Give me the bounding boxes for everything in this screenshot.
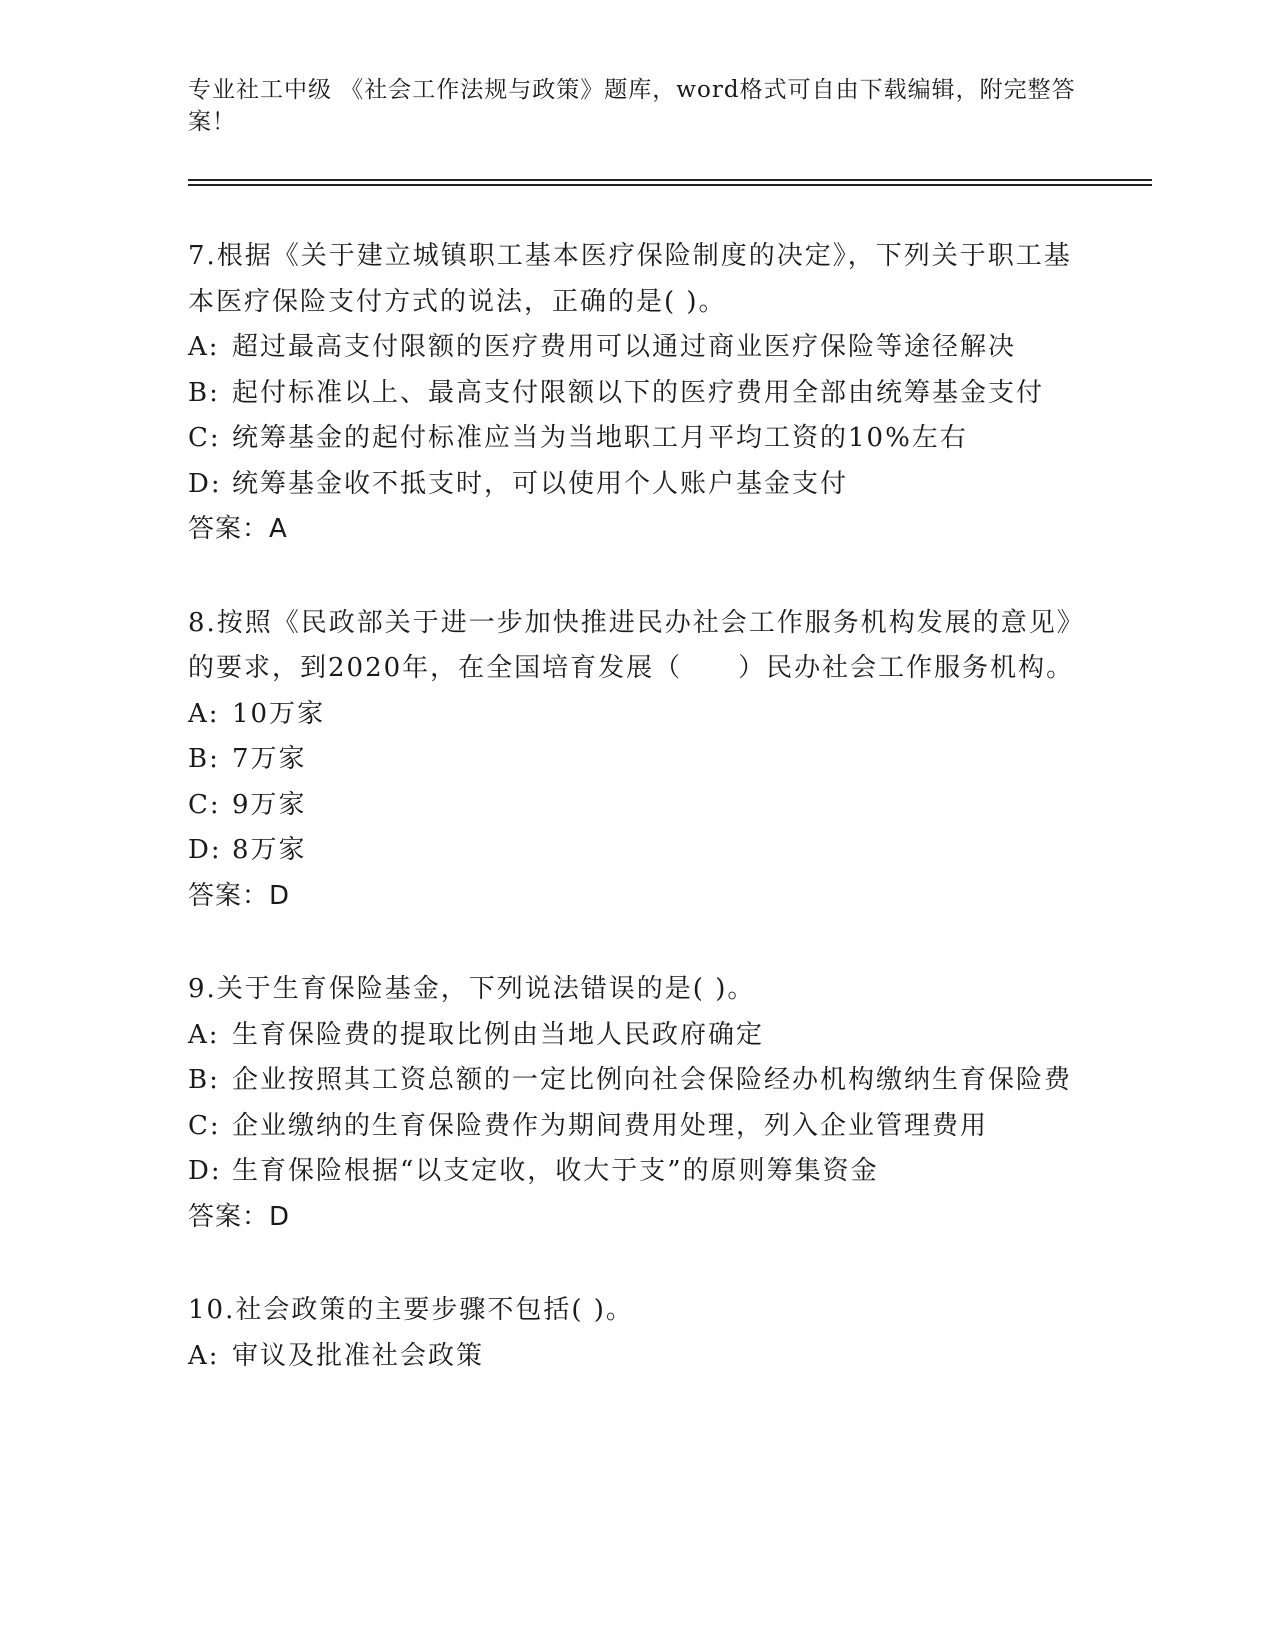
option-a — [188, 325, 1088, 371]
option-a — [188, 1013, 1088, 1059]
option-b — [188, 737, 1088, 783]
header-rule-top — [188, 179, 1152, 181]
option-text: 生育保险根据“以支定收，收大于支”的原则筹集资金 — [232, 1156, 879, 1186]
answer-line: 答案：A — [188, 514, 288, 544]
answer-line: 答案：D — [188, 880, 291, 911]
option-text: 9万家 — [232, 789, 307, 820]
option-letter: C: — [188, 789, 221, 820]
option-letter: D: — [188, 835, 222, 865]
option-text: 10万家 — [232, 698, 326, 729]
question-9 — [188, 967, 1088, 1240]
option-letter: A: — [188, 332, 220, 362]
option-letter: A: — [188, 698, 220, 729]
option-letter: D: — [188, 468, 222, 499]
option-c — [188, 783, 1088, 829]
option-letter: A: — [188, 1340, 220, 1371]
question-list — [188, 234, 1088, 1427]
question-8 — [188, 601, 1088, 920]
option-letter: C: — [188, 1110, 221, 1141]
question-stem: 8.按照《民政部关于进一步加快推进民办社会工作服务机构发展的意见》的要求，到2020年，在全国培育发展（ ）民办社会工作服务机构。 — [188, 607, 1085, 683]
option-text: 企业按照其工资总额的一定比例向社会保险经办机构缴纳生育保险费 — [232, 1065, 1073, 1095]
option-text: 统筹基金的起付标准应当为当地职工月平均工资的10%左右 — [232, 423, 968, 453]
option-d — [188, 828, 1088, 874]
option-a — [188, 692, 1088, 738]
option-c — [188, 416, 1088, 462]
option-text: 起付标准以上、最高支付限额以下的医疗费用全部由统筹基金支付 — [232, 377, 1045, 408]
option-a — [188, 1334, 1088, 1380]
question-stem: 7.根据《关于建立城镇职工基本医疗保险制度的决定》，下列关于职工基本医疗保险支付方式的说法，正确的是( )。 — [188, 241, 1072, 317]
option-text: 7万家 — [232, 744, 307, 774]
option-b — [188, 1058, 1088, 1104]
document-header: 专业社工中级 《社会工作法规与政策》题库，word格式可自由下载编辑，附完整答案！ — [188, 77, 1076, 135]
option-text: 企业缴纳的生育保险费作为期间费用处理，列入企业管理费用 — [232, 1110, 989, 1141]
option-text: 统筹基金收不抵支时，可以使用个人账户基金支付 — [232, 468, 849, 499]
option-letter: D: — [188, 1156, 222, 1186]
option-text: 8万家 — [232, 835, 307, 865]
answer-line: 答案：D — [188, 1201, 291, 1232]
option-c — [188, 1104, 1088, 1150]
option-letter: B: — [188, 377, 220, 408]
option-letter: B: — [188, 1065, 220, 1095]
question-stem: 9.关于生育保险基金，下列说法错误的是( )。 — [188, 974, 756, 1004]
option-letter: C: — [188, 423, 221, 453]
question-10 — [188, 1288, 1088, 1379]
option-d — [188, 462, 1088, 508]
option-text: 超过最高支付限额的医疗费用可以通过商业医疗保险等途径解决 — [232, 332, 1017, 362]
option-d — [188, 1149, 1088, 1195]
option-text: 生育保险费的提取比例由当地人民政府确定 — [232, 1019, 765, 1050]
question-7 — [188, 234, 1088, 553]
option-b — [188, 371, 1088, 417]
option-letter: A: — [188, 1019, 220, 1050]
option-text: 审议及批准社会政策 — [232, 1340, 485, 1371]
option-letter: B: — [188, 744, 220, 774]
header-rule-bottom — [188, 184, 1152, 186]
question-stem: 10.社会政策的主要步骤不包括( )。 — [188, 1295, 634, 1325]
